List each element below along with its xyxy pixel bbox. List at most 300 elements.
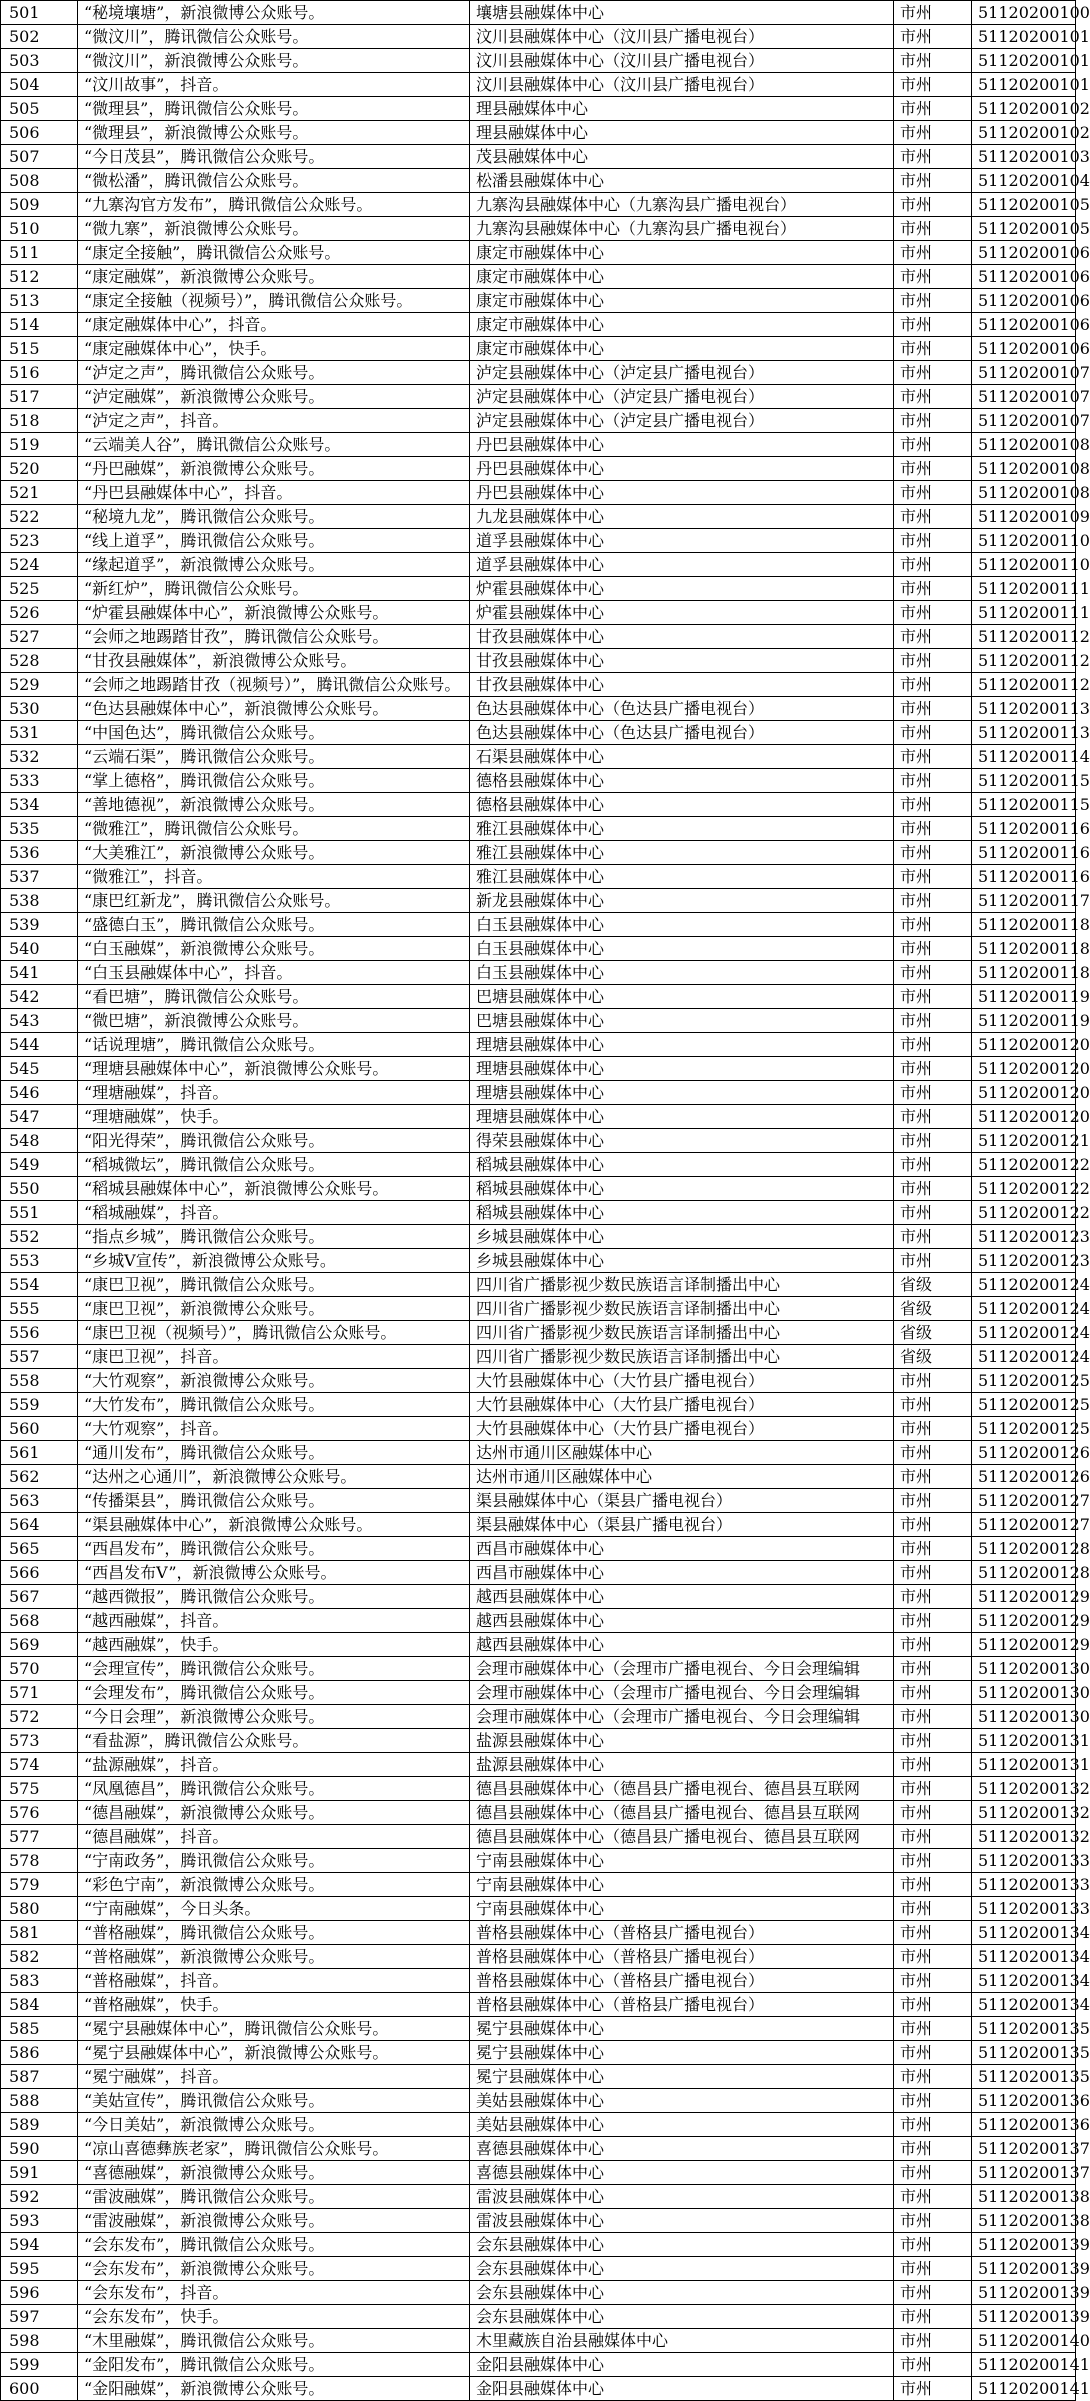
code-cell: 51120200138 <box>972 2209 1076 2233</box>
level-cell: 市州 <box>894 2233 972 2257</box>
account-name-cell: “微汶川”，新浪微博公众账号。 <box>78 49 470 73</box>
account-name-cell: “普格融媒”，腾讯微信公众账号。 <box>78 1921 470 1945</box>
level-cell: 市州 <box>894 1225 972 1249</box>
organization-cell: 美姑县融媒体中心 <box>470 2113 894 2137</box>
account-name-cell: “盛德白玉”，腾讯微信公众账号。 <box>78 913 470 937</box>
table-row <box>1 49 1076 73</box>
organization-cell: 丹巴县融媒体中心 <box>470 433 894 457</box>
table-row <box>1 337 1076 361</box>
organization-cell: 石渠县融媒体中心 <box>470 745 894 769</box>
account-name-cell: “甘孜县融媒体”，新浪微博公众账号。 <box>78 649 470 673</box>
organization-cell: 雅江县融媒体中心 <box>470 841 894 865</box>
code-cell: 51120200131 <box>972 1753 1076 1777</box>
level-cell: 市州 <box>894 2065 972 2089</box>
row-number-cell: 505 <box>1 97 78 121</box>
organization-cell: 普格县融媒体中心（普格县广播电视台） <box>470 1921 894 1945</box>
row-number-cell: 513 <box>1 289 78 313</box>
table-row <box>1 145 1076 169</box>
account-name-cell: “理塘融媒”，快手。 <box>78 1105 470 1129</box>
organization-cell: 喜德县融媒体中心 <box>470 2161 894 2185</box>
code-cell: 51120200113 <box>972 721 1076 745</box>
level-cell: 市州 <box>894 1249 972 1273</box>
level-cell: 市州 <box>894 241 972 265</box>
account-name-cell: “喜德融媒”，新浪微博公众账号。 <box>78 2161 470 2185</box>
level-cell: 省级 <box>894 1297 972 1321</box>
code-cell: 51120200131 <box>972 1729 1076 1753</box>
account-name-cell: “金阳融媒”，新浪微博公众账号。 <box>78 2377 470 2401</box>
organization-cell: 松潘县融媒体中心 <box>470 169 894 193</box>
code-cell: 51120200134 <box>972 1969 1076 1993</box>
code-cell: 51120200112 <box>972 625 1076 649</box>
organization-cell: 甘孜县融媒体中心 <box>470 625 894 649</box>
code-cell: 51120200106 <box>972 241 1076 265</box>
table-row <box>1 2209 1076 2233</box>
account-name-cell: “会东发布”，抖音。 <box>78 2281 470 2305</box>
row-number-cell: 552 <box>1 1225 78 1249</box>
account-name-cell: “大竹发布”，腾讯微信公众账号。 <box>78 1393 470 1417</box>
code-cell: 51120200122 <box>972 1153 1076 1177</box>
level-cell: 市州 <box>894 601 972 625</box>
organization-cell: 得荣县融媒体中心 <box>470 1129 894 1153</box>
row-number-cell: 593 <box>1 2209 78 2233</box>
organization-cell: 普格县融媒体中心（普格县广播电视台） <box>470 1993 894 2017</box>
row-number-cell: 531 <box>1 721 78 745</box>
table-row <box>1 97 1076 121</box>
account-name-cell: “大竹观察”，新浪微博公众账号。 <box>78 1369 470 1393</box>
organization-cell: 德格县融媒体中心 <box>470 769 894 793</box>
level-cell: 市州 <box>894 1417 972 1441</box>
code-cell: 51120200114 <box>972 745 1076 769</box>
level-cell: 市州 <box>894 1009 972 1033</box>
table-row <box>1 1657 1076 1681</box>
level-cell: 市州 <box>894 97 972 121</box>
row-number-cell: 526 <box>1 601 78 625</box>
account-name-cell: “会理宣传”，腾讯微信公众账号。 <box>78 1657 470 1681</box>
account-name-cell: “康定融媒体中心”，快手。 <box>78 337 470 361</box>
table-row <box>1 313 1076 337</box>
organization-cell: 会理市融媒体中心（会理市广播电视台、今日会理编辑 <box>470 1705 894 1729</box>
table-row <box>1 1105 1076 1129</box>
level-cell: 市州 <box>894 769 972 793</box>
row-number-cell: 575 <box>1 1777 78 1801</box>
level-cell: 市州 <box>894 2017 972 2041</box>
organization-cell: 盐源县融媒体中心 <box>470 1753 894 1777</box>
account-name-cell: “善地德视”，新浪微博公众账号。 <box>78 793 470 817</box>
row-number-cell: 501 <box>1 1 78 25</box>
level-cell: 市州 <box>894 1105 972 1129</box>
account-name-cell: “越西融媒”，快手。 <box>78 1633 470 1657</box>
organization-cell: 冕宁县融媒体中心 <box>470 2041 894 2065</box>
code-cell: 51120200134 <box>972 1993 1076 2017</box>
level-cell: 市州 <box>894 817 972 841</box>
level-cell: 市州 <box>894 1129 972 1153</box>
account-name-cell: “德昌融媒”，抖音。 <box>78 1825 470 1849</box>
level-cell: 市州 <box>894 169 972 193</box>
row-number-cell: 542 <box>1 985 78 1009</box>
row-number-cell: 597 <box>1 2305 78 2329</box>
organization-cell: 会东县融媒体中心 <box>470 2281 894 2305</box>
level-cell: 市州 <box>894 1849 972 1873</box>
level-cell: 市州 <box>894 1729 972 1753</box>
account-name-cell: “泸定之声”，抖音。 <box>78 409 470 433</box>
account-name-cell: “乡城V宣传”，新浪微博公众账号。 <box>78 1249 470 1273</box>
code-cell: 51120200132 <box>972 1825 1076 1849</box>
row-number-cell: 530 <box>1 697 78 721</box>
account-name-cell: “稻城县融媒体中心”，新浪微博公众账号。 <box>78 1177 470 1201</box>
table-row <box>1 1825 1076 1849</box>
code-cell: 51120200133 <box>972 1873 1076 1897</box>
organization-cell: 会理市融媒体中心（会理市广播电视台、今日会理编辑 <box>470 1681 894 1705</box>
table-row <box>1 505 1076 529</box>
level-cell: 市州 <box>894 865 972 889</box>
level-cell: 市州 <box>894 841 972 865</box>
organization-cell: 四川省广播影视少数民族语言译制播出中心 <box>470 1297 894 1321</box>
table-row <box>1 1993 1076 2017</box>
organization-cell: 白玉县融媒体中心 <box>470 937 894 961</box>
code-cell: 51120200117 <box>972 889 1076 913</box>
level-cell: 省级 <box>894 1321 972 1345</box>
level-cell: 市州 <box>894 361 972 385</box>
row-number-cell: 565 <box>1 1537 78 1561</box>
table-row <box>1 1921 1076 1945</box>
code-cell: 51120200106 <box>972 265 1076 289</box>
organization-cell: 雅江县融媒体中心 <box>470 865 894 889</box>
table-body <box>1 1 1090 2401</box>
row-number-cell: 548 <box>1 1129 78 1153</box>
level-cell: 市州 <box>894 2185 972 2209</box>
table-row <box>1 841 1076 865</box>
code-cell: 51120200122 <box>972 1201 1076 1225</box>
account-name-cell: “康定融媒”，新浪微博公众账号。 <box>78 265 470 289</box>
organization-cell: 盐源县融媒体中心 <box>470 1729 894 1753</box>
row-number-cell: 524 <box>1 553 78 577</box>
table-row <box>1 409 1076 433</box>
account-name-cell: “缘起道孚”，新浪微博公众账号。 <box>78 553 470 577</box>
account-name-cell: “泸定之声”，腾讯微信公众账号。 <box>78 361 470 385</box>
code-cell: 51120200139 <box>972 2305 1076 2329</box>
table-row <box>1 121 1076 145</box>
table-row <box>1 289 1076 313</box>
organization-cell: 越西县融媒体中心 <box>470 1585 894 1609</box>
code-cell: 51120200110 <box>972 553 1076 577</box>
row-number-cell: 585 <box>1 2017 78 2041</box>
account-name-cell: “传播渠县”，腾讯微信公众账号。 <box>78 1489 470 1513</box>
table-row <box>1 1249 1076 1273</box>
table-row <box>1 1 1076 25</box>
table-row <box>1 1633 1076 1657</box>
code-cell: 51120200116 <box>972 841 1076 865</box>
organization-cell: 壤塘县融媒体中心 <box>470 1 894 25</box>
code-cell: 51120200137 <box>972 2137 1076 2161</box>
account-name-cell: “会师之地踢踏甘孜（视频号）”，腾讯微信公众账号。 <box>78 673 470 697</box>
row-number-cell: 516 <box>1 361 78 385</box>
code-cell: 51120200101 <box>972 25 1076 49</box>
level-cell: 市州 <box>894 937 972 961</box>
code-cell: 51120200130 <box>972 1681 1076 1705</box>
row-number-cell: 503 <box>1 49 78 73</box>
account-name-cell: “微雅江”，抖音。 <box>78 865 470 889</box>
account-name-cell: “康巴卫视（视频号）”，腾讯微信公众账号。 <box>78 1321 470 1345</box>
level-cell: 市州 <box>894 1201 972 1225</box>
table-row <box>1 193 1076 217</box>
level-cell: 市州 <box>894 1633 972 1657</box>
row-number-cell: 568 <box>1 1609 78 1633</box>
code-cell: 51120200136 <box>972 2089 1076 2113</box>
code-cell: 51120200113 <box>972 697 1076 721</box>
level-cell: 市州 <box>894 2041 972 2065</box>
table-row <box>1 985 1076 1009</box>
code-cell: 51120200118 <box>972 937 1076 961</box>
row-number-cell: 558 <box>1 1369 78 1393</box>
row-number-cell: 547 <box>1 1105 78 1129</box>
table-row <box>1 1537 1076 1561</box>
code-cell: 51120200122 <box>972 1177 1076 1201</box>
row-number-cell: 581 <box>1 1921 78 1945</box>
level-cell: 市州 <box>894 1921 972 1945</box>
account-name-cell: “木里融媒”，腾讯微信公众账号。 <box>78 2329 470 2353</box>
account-name-cell: “越西融媒”，抖音。 <box>78 1609 470 1633</box>
row-number-cell: 584 <box>1 1993 78 2017</box>
table-row <box>1 865 1076 889</box>
account-name-cell: “达州之心通川”，新浪微博公众账号。 <box>78 1465 470 1489</box>
row-number-cell: 578 <box>1 1849 78 1873</box>
organization-cell: 会东县融媒体中心 <box>470 2257 894 2281</box>
row-number-cell: 546 <box>1 1081 78 1105</box>
account-name-cell: “冕宁融媒”，抖音。 <box>78 2065 470 2089</box>
level-cell: 省级 <box>894 1273 972 1297</box>
level-cell: 市州 <box>894 217 972 241</box>
code-cell: 51120200134 <box>972 1921 1076 1945</box>
organization-cell: 理塘县融媒体中心 <box>470 1033 894 1057</box>
code-cell: 51120200106 <box>972 337 1076 361</box>
row-number-cell: 590 <box>1 2137 78 2161</box>
level-cell: 市州 <box>894 1081 972 1105</box>
account-name-cell: “掌上德格”，腾讯微信公众账号。 <box>78 769 470 793</box>
account-name-cell: “云端石渠”，腾讯微信公众账号。 <box>78 745 470 769</box>
table-row <box>1 1033 1076 1057</box>
organization-cell: 康定市融媒体中心 <box>470 313 894 337</box>
row-number-cell: 567 <box>1 1585 78 1609</box>
code-cell: 51120200101 <box>972 73 1076 97</box>
organization-cell: 理塘县融媒体中心 <box>470 1105 894 1129</box>
level-cell: 市州 <box>894 121 972 145</box>
organization-cell: 新龙县融媒体中心 <box>470 889 894 913</box>
table-row <box>1 2233 1076 2257</box>
account-name-cell: “康巴卫视”，新浪微博公众账号。 <box>78 1297 470 1321</box>
level-cell: 市州 <box>894 1561 972 1585</box>
level-cell: 市州 <box>894 985 972 1009</box>
row-number-cell: 554 <box>1 1273 78 1297</box>
table-row <box>1 25 1076 49</box>
code-cell: 51120200139 <box>972 2257 1076 2281</box>
row-number-cell: 529 <box>1 673 78 697</box>
account-name-cell: “普格融媒”，快手。 <box>78 1993 470 2017</box>
organization-cell: 四川省广播影视少数民族语言译制播出中心 <box>470 1321 894 1345</box>
level-cell: 市州 <box>894 577 972 601</box>
code-cell: 51120200141 <box>972 2353 1076 2377</box>
account-name-cell: “雷波融媒”，新浪微博公众账号。 <box>78 2209 470 2233</box>
level-cell: 市州 <box>894 49 972 73</box>
organization-cell: 甘孜县融媒体中心 <box>470 673 894 697</box>
level-cell: 市州 <box>894 553 972 577</box>
code-cell: 51120200112 <box>972 649 1076 673</box>
row-number-cell: 541 <box>1 961 78 985</box>
organization-cell: 越西县融媒体中心 <box>470 1633 894 1657</box>
table-row <box>1 1873 1076 1897</box>
code-cell: 51120200118 <box>972 961 1076 985</box>
table-row <box>1 1849 1076 1873</box>
table-row <box>1 1369 1076 1393</box>
code-cell: 51120200102 <box>972 97 1076 121</box>
organization-cell: 九寨沟县融媒体中心（九寨沟县广播电视台） <box>470 217 894 241</box>
level-cell: 市州 <box>894 649 972 673</box>
table-row <box>1 889 1076 913</box>
organization-cell: 金阳县融媒体中心 <box>470 2353 894 2377</box>
organization-cell: 丹巴县融媒体中心 <box>470 481 894 505</box>
code-cell: 51120200108 <box>972 457 1076 481</box>
row-number-cell: 551 <box>1 1201 78 1225</box>
account-name-cell: “凤凰德昌”，腾讯微信公众账号。 <box>78 1777 470 1801</box>
table-row <box>1 2281 1076 2305</box>
level-cell: 市州 <box>894 1057 972 1081</box>
table-row <box>1 2065 1076 2089</box>
organization-cell: 达州市通川区融媒体中心 <box>470 1441 894 1465</box>
organization-cell: 喜德县融媒体中心 <box>470 2137 894 2161</box>
table-row <box>1 1441 1076 1465</box>
level-cell: 市州 <box>894 1585 972 1609</box>
row-number-cell: 571 <box>1 1681 78 1705</box>
table-row <box>1 481 1076 505</box>
code-cell: 51120200134 <box>972 1945 1076 1969</box>
level-cell: 市州 <box>894 1441 972 1465</box>
organization-cell: 道孚县融媒体中心 <box>470 553 894 577</box>
account-name-cell: “会东发布”，新浪微博公众账号。 <box>78 2257 470 2281</box>
code-cell: 51120200106 <box>972 313 1076 337</box>
table-row <box>1 1513 1076 1537</box>
code-cell: 51120200115 <box>972 793 1076 817</box>
organization-cell: 普格县融媒体中心（普格县广播电视台） <box>470 1969 894 1993</box>
level-cell: 市州 <box>894 721 972 745</box>
row-number-cell: 587 <box>1 2065 78 2089</box>
row-number-cell: 540 <box>1 937 78 961</box>
code-cell: 51120200107 <box>972 409 1076 433</box>
level-cell: 市州 <box>894 2329 972 2353</box>
row-number-cell: 520 <box>1 457 78 481</box>
code-cell: 51120200138 <box>972 2185 1076 2209</box>
account-name-cell: “理塘县融媒体中心”，新浪微博公众账号。 <box>78 1057 470 1081</box>
table-row <box>1 1561 1076 1585</box>
level-cell: 市州 <box>894 1369 972 1393</box>
table-row <box>1 2137 1076 2161</box>
account-name-cell: “汶川故事”，抖音。 <box>78 73 470 97</box>
organization-cell: 炉霍县融媒体中心 <box>470 601 894 625</box>
code-cell: 51120200115 <box>972 769 1076 793</box>
code-cell: 51120200100 <box>972 1 1076 25</box>
table-row <box>1 1945 1076 1969</box>
code-cell: 51120200136 <box>972 2113 1076 2137</box>
level-cell: 市州 <box>894 793 972 817</box>
table-row <box>1 73 1076 97</box>
account-name-cell: “新红炉”，腾讯微信公众账号。 <box>78 577 470 601</box>
level-cell: 市州 <box>894 1033 972 1057</box>
table-row <box>1 1201 1076 1225</box>
table-row <box>1 1801 1076 1825</box>
account-name-cell: “西昌发布”，腾讯微信公众账号。 <box>78 1537 470 1561</box>
level-cell: 市州 <box>894 2089 972 2113</box>
level-cell: 市州 <box>894 1465 972 1489</box>
table-row <box>1 1129 1076 1153</box>
level-cell: 市州 <box>894 1969 972 1993</box>
account-name-cell: “越西微报”，腾讯微信公众账号。 <box>78 1585 470 1609</box>
account-name-cell: “阳光得荣”，腾讯微信公众账号。 <box>78 1129 470 1153</box>
table-row <box>1 265 1076 289</box>
account-name-cell: “丹巴县融媒体中心”，抖音。 <box>78 481 470 505</box>
account-name-cell: “雷波融媒”，腾讯微信公众账号。 <box>78 2185 470 2209</box>
row-number-cell: 528 <box>1 649 78 673</box>
row-number-cell: 566 <box>1 1561 78 1585</box>
code-cell: 51120200135 <box>972 2017 1076 2041</box>
account-name-cell: “线上道孚”，腾讯微信公众账号。 <box>78 529 470 553</box>
level-cell: 市州 <box>894 1153 972 1177</box>
organization-cell: 金阳县融媒体中心 <box>470 2377 894 2401</box>
level-cell: 市州 <box>894 2377 972 2401</box>
organization-cell: 雷波县融媒体中心 <box>470 2185 894 2209</box>
table-row <box>1 697 1076 721</box>
table-row <box>1 817 1076 841</box>
account-name-cell: “微巴塘”，新浪微博公众账号。 <box>78 1009 470 1033</box>
row-number-cell: 573 <box>1 1729 78 1753</box>
row-number-cell: 569 <box>1 1633 78 1657</box>
table-row <box>1 937 1076 961</box>
row-number-cell: 557 <box>1 1345 78 1369</box>
organization-cell: 巴塘县融媒体中心 <box>470 985 894 1009</box>
organization-cell: 渠县融媒体中心（渠县广播电视台） <box>470 1489 894 1513</box>
level-cell: 市州 <box>894 289 972 313</box>
table-row <box>1 529 1076 553</box>
level-cell: 省级 <box>894 1345 972 1369</box>
code-cell: 51120200126 <box>972 1441 1076 1465</box>
row-number-cell: 582 <box>1 1945 78 1969</box>
code-cell: 51120200141 <box>972 2377 1076 2401</box>
table-row <box>1 1777 1076 1801</box>
level-cell: 市州 <box>894 1801 972 1825</box>
account-name-cell: “康定全接触”，腾讯微信公众账号。 <box>78 241 470 265</box>
table-row <box>1 433 1076 457</box>
table-row <box>1 2185 1076 2209</box>
account-name-cell: “丹巴融媒”，新浪微博公众账号。 <box>78 457 470 481</box>
organization-cell: 大竹县融媒体中心（大竹县广播电视台） <box>470 1393 894 1417</box>
row-number-cell: 588 <box>1 2089 78 2113</box>
level-cell: 市州 <box>894 481 972 505</box>
organization-cell: 稻城县融媒体中心 <box>470 1177 894 1201</box>
organization-cell: 汶川县融媒体中心（汶川县广播电视台） <box>470 73 894 97</box>
row-number-cell: 536 <box>1 841 78 865</box>
account-name-cell: “盐源融媒”，抖音。 <box>78 1753 470 1777</box>
code-cell: 51120200129 <box>972 1609 1076 1633</box>
row-number-cell: 539 <box>1 913 78 937</box>
row-number-cell: 572 <box>1 1705 78 1729</box>
row-number-cell: 586 <box>1 2041 78 2065</box>
table-row <box>1 1153 1076 1177</box>
code-cell: 51120200120 <box>972 1057 1076 1081</box>
organization-cell: 会东县融媒体中心 <box>470 2233 894 2257</box>
account-name-cell: “今日美姑”，新浪微博公众账号。 <box>78 2113 470 2137</box>
row-number-cell: 545 <box>1 1057 78 1081</box>
organization-cell: 普格县融媒体中心（普格县广播电视台） <box>470 1945 894 1969</box>
row-number-cell: 508 <box>1 169 78 193</box>
account-name-cell: “话说理塘”，腾讯微信公众账号。 <box>78 1033 470 1057</box>
row-number-cell: 511 <box>1 241 78 265</box>
